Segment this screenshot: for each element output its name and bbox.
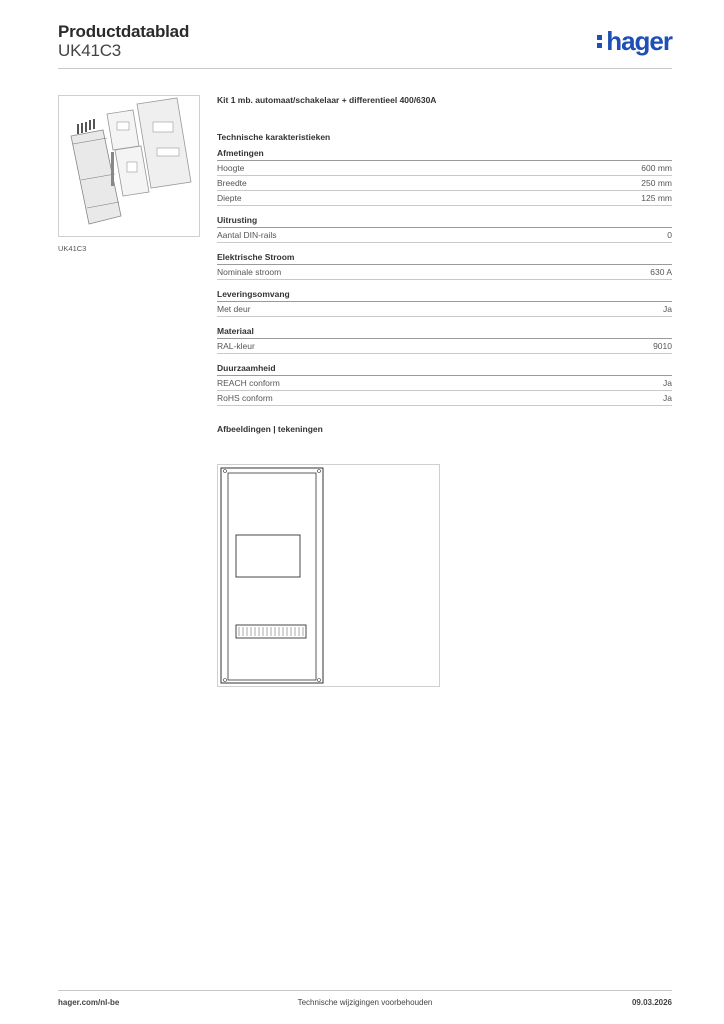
- product-details: [217, 95, 672, 434]
- spec-group-afmetingen: [217, 148, 672, 206]
- technical-drawing: [217, 464, 440, 687]
- footer-divider: [58, 990, 672, 991]
- footer-disclaimer: Technische wijzigingen voorbehouden: [297, 998, 433, 1007]
- spec-value: 600 mm: [641, 163, 672, 173]
- tech-section-title: Technische karakteristieken: [217, 132, 331, 142]
- group-title: Leveringsomvang: [217, 289, 672, 302]
- spec-value: Ja: [663, 378, 672, 388]
- cabinet-front-drawing: [218, 465, 439, 686]
- spec-value: 250 mm: [641, 178, 672, 188]
- spec-value: 125 mm: [641, 193, 672, 203]
- group-title: Uitrusting: [217, 215, 672, 228]
- spec-value: 630 A: [650, 267, 672, 277]
- hager-logo[interactable]: [597, 28, 672, 54]
- spec-label: REACH conform: [217, 378, 280, 388]
- spec-row: [217, 339, 672, 354]
- spec-row: [217, 265, 672, 280]
- page-header: [58, 22, 672, 68]
- spec-group-elektrische-stroom: [217, 252, 672, 280]
- footer-website-link[interactable]: hager.com/nl-be: [58, 998, 120, 1007]
- spec-value: 9010: [653, 341, 672, 351]
- spec-label: Breedte: [217, 178, 247, 188]
- spec-group-duurzaamheid: [217, 363, 672, 406]
- product-image: [58, 95, 200, 237]
- spec-group-materiaal: [217, 326, 672, 354]
- spec-row: [217, 391, 672, 406]
- spec-row: [217, 176, 672, 191]
- figures-title: Afbeeldingen | tekeningen: [217, 424, 323, 434]
- spec-value: 0: [667, 230, 672, 240]
- group-title: Afmetingen: [217, 148, 672, 161]
- spec-value: Ja: [663, 393, 672, 403]
- spec-label: RoHS conform: [217, 393, 273, 403]
- spec-group-leveringsomvang: [217, 289, 672, 317]
- spec-value: Ja: [663, 304, 672, 314]
- document-title: Productdatablad: [58, 22, 190, 41]
- logo-colon-icon: [597, 33, 603, 51]
- spec-label: RAL-kleur: [217, 341, 255, 351]
- product-code: UK41C3: [58, 41, 122, 60]
- spec-label: Hoogte: [217, 163, 245, 173]
- product-description: Kit 1 mb. automaat/schakelaar + differentieel 400/630A: [217, 95, 437, 105]
- footer-date: 09.03.2026: [631, 998, 672, 1007]
- spec-row: [217, 228, 672, 243]
- header-divider: [58, 68, 672, 69]
- spec-row: [217, 302, 672, 317]
- spec-groups: [217, 148, 672, 406]
- spec-row: [217, 376, 672, 391]
- logo-text: hager: [606, 26, 672, 56]
- spec-label: Met deur: [217, 304, 251, 314]
- product-kit-illustration: [59, 96, 199, 236]
- spec-label: Diepte: [217, 193, 242, 203]
- spec-row: [217, 191, 672, 206]
- spec-group-uitrusting: [217, 215, 672, 243]
- group-title: Duurzaamheid: [217, 363, 672, 376]
- group-title: Elektrische Stroom: [217, 252, 672, 265]
- spec-row: [217, 161, 672, 176]
- spec-label: Aantal DIN-rails: [217, 230, 277, 240]
- image-caption: UK41C3: [58, 244, 87, 253]
- group-title: Materiaal: [217, 326, 672, 339]
- spec-label: Nominale stroom: [217, 267, 282, 277]
